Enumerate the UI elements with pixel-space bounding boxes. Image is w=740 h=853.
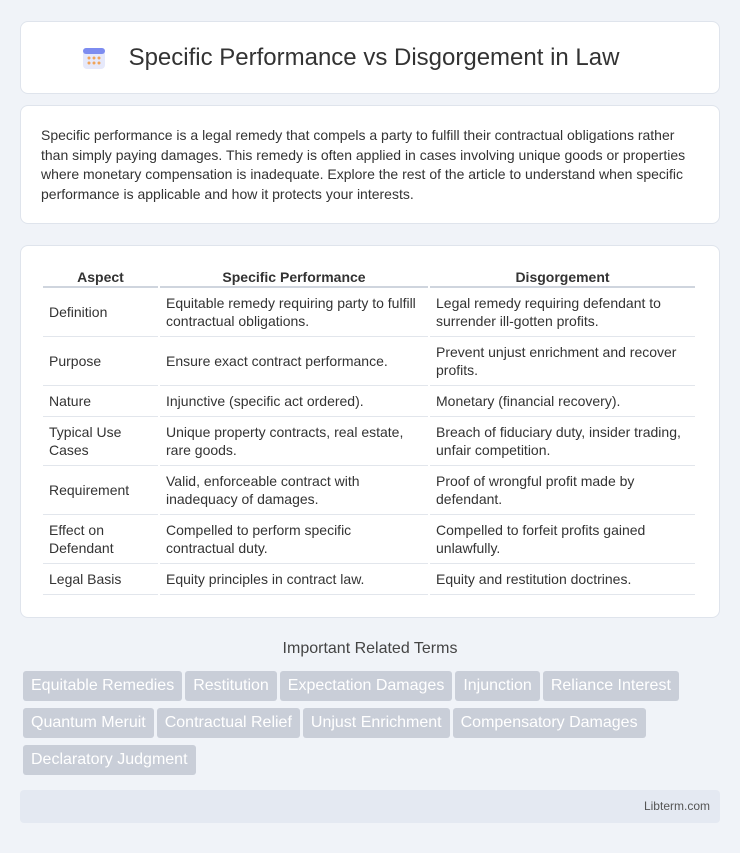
table-cell: Injunctive (specific act ordered).	[160, 386, 428, 417]
table-cell: Breach of fiduciary duty, insider trading, unfair competition.	[430, 417, 695, 466]
tag-quantum-meruit[interactable]: Quantum Meruit	[23, 708, 154, 738]
table-cell: Effect on Defendant	[43, 515, 158, 564]
column-header: Specific Performance	[160, 268, 428, 288]
table-cell: Legal remedy requiring defendant to surrender ill-gotten profits.	[430, 288, 695, 337]
table-row	[43, 417, 695, 466]
tag-expectation-damages[interactable]: Expectation Damages	[280, 671, 453, 701]
table-cell: Nature	[43, 386, 158, 417]
table-row	[43, 288, 695, 337]
table-cell: Compelled to perform specific contractual duty.	[160, 515, 428, 564]
intro-text: Specific performance is a legal remedy that compels a party to fulfill their contractual obligations rather than simply paying damages. This remedy is often applied in cases involving unique goods or properties where monetary compensation is inadequate. Explore the rest of the article to understand when specific performance is applicable and how it protects your interests.	[41, 127, 686, 202]
column-header: Disgorgement	[430, 268, 695, 288]
page-title: Specific Performance vs Disgorgement in Law	[128, 43, 620, 71]
table-cell: Purpose	[43, 337, 158, 386]
table-cell: Definition	[43, 288, 158, 337]
tag-restitution[interactable]: Restitution	[185, 671, 277, 701]
table-row	[43, 386, 695, 417]
column-header: Aspect	[43, 268, 158, 288]
footer-link[interactable]: Libterm.com	[643, 799, 710, 813]
intro-card	[20, 105, 720, 224]
table-cell: Monetary (financial recovery).	[430, 386, 695, 417]
related-terms-list	[23, 671, 723, 782]
footer	[20, 790, 720, 823]
table-cell: Valid, enforceable contract with inadequacy of damages.	[160, 466, 428, 515]
tag-injunction[interactable]: Injunction	[455, 671, 540, 701]
table-row	[43, 515, 695, 564]
table-cell: Equity principles in contract law.	[160, 564, 428, 595]
table-cell: Equity and restitution doctrines.	[430, 564, 695, 595]
table-cell: Requirement	[43, 466, 158, 515]
tag-equitable-remedies[interactable]: Equitable Remedies	[23, 671, 182, 701]
comparison-table	[41, 268, 697, 595]
calendar-icon	[81, 45, 107, 71]
table-cell: Unique property contracts, real estate, rare goods.	[160, 417, 428, 466]
table-cell: Legal Basis	[43, 564, 158, 595]
tag-contractual-relief[interactable]: Contractual Relief	[157, 708, 300, 738]
table-cell: Equitable remedy requiring party to fulfill contractual obligations.	[160, 288, 428, 337]
table-row	[43, 466, 695, 515]
table-cell: Typical Use Cases	[43, 417, 158, 466]
tag-compensatory-damages[interactable]: Compensatory Damages	[453, 708, 646, 738]
table-cell: Ensure exact contract performance.	[160, 337, 428, 386]
table-cell: Compelled to forfeit profits gained unlawfully.	[430, 515, 695, 564]
tag-declaratory-judgment[interactable]: Declaratory Judgment	[23, 745, 196, 775]
related-terms-heading: Important Related Terms	[282, 640, 458, 657]
table-cell: Proof of wrongful profit made by defendant.	[430, 466, 695, 515]
table-cell: Prevent unjust enrichment and recover profits.	[430, 337, 695, 386]
header-card	[20, 21, 720, 94]
table-row	[43, 564, 695, 595]
comparison-card	[20, 245, 720, 618]
table-row	[43, 337, 695, 386]
tag-reliance-interest[interactable]: Reliance Interest	[543, 671, 679, 701]
tag-unjust-enrichment[interactable]: Unjust Enrichment	[303, 708, 450, 738]
